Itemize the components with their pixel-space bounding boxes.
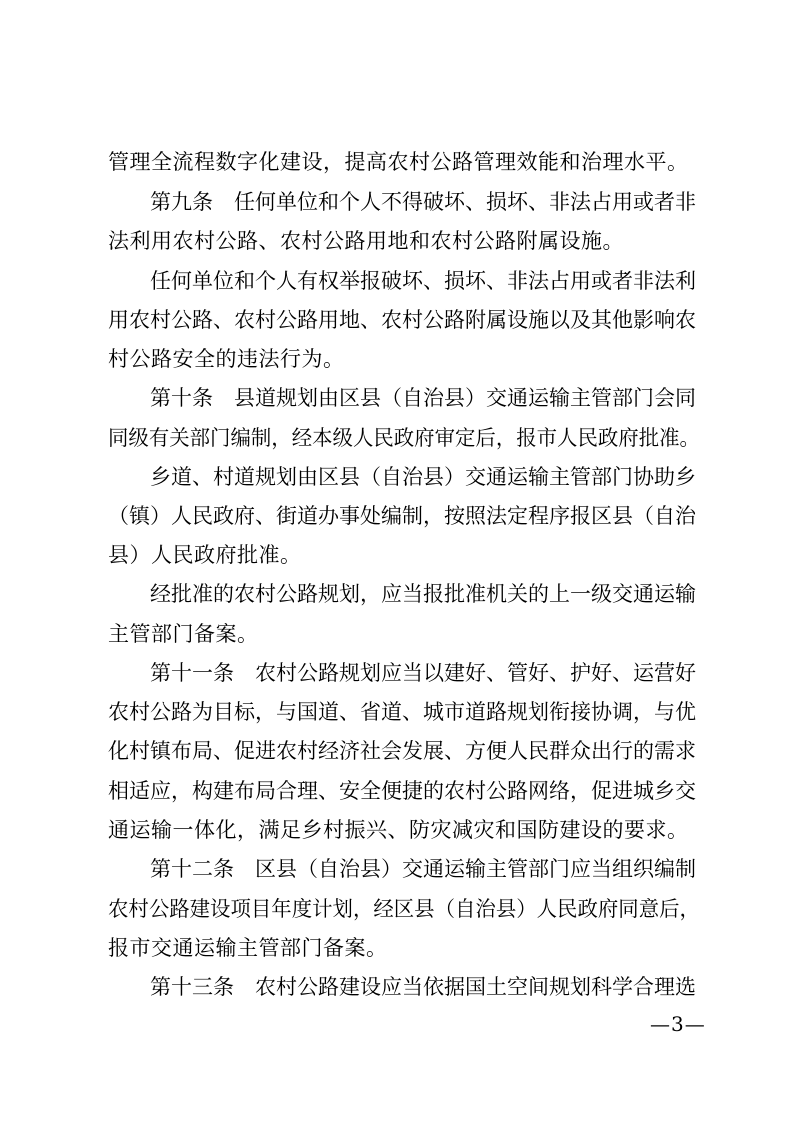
text-line: 同级有关部门编制，经本级人民政府审定后，报市人民政府批准。 bbox=[108, 426, 700, 450]
text-line: 农村公路建设项目年度计划，经区县（自治县）人民政府同意后， bbox=[108, 897, 700, 921]
text-line: 第十一条 农村公路规划应当以建好、管好、护好、运营好 bbox=[150, 661, 696, 685]
page-number: —3— bbox=[650, 1012, 706, 1036]
text-line: 化村镇布局、促进农村经济社会发展、方便人民群众出行的需求 bbox=[108, 739, 696, 763]
text-line: 通运输一体化，满足乡村振兴、防灾减灾和国防建设的要求。 bbox=[108, 818, 689, 842]
text-line: 用农村公路、农村公路用地、农村公路附属设施以及其他影响农 bbox=[108, 308, 696, 332]
text-line: 管理全流程数字化建设，提高农村公路管理效能和治理水平。 bbox=[108, 150, 689, 174]
text-line: 相适应，构建布局合理、安全便捷的农村公路网络，促进城乡交 bbox=[108, 779, 696, 803]
text-line: 法利用农村公路、农村公路用地和农村公路附属设施。 bbox=[108, 229, 624, 253]
text-line: 第九条 任何单位和个人不得破坏、损坏、非法占用或者非 bbox=[150, 190, 696, 214]
text-line: 经批准的农村公路规划，应当报批准机关的上一级交通运输 bbox=[150, 582, 696, 606]
text-line: （镇）人民政府、街道办事处编制，按照法定程序报区县（自治 bbox=[108, 504, 696, 528]
text-line: 第十三条 农村公路建设应当依据国土空间规划科学合理选 bbox=[150, 975, 696, 999]
text-line: 村公路安全的违法行为。 bbox=[108, 347, 345, 371]
text-line: 县）人民政府批准。 bbox=[108, 543, 302, 567]
text-line: 乡道、村道规划由区县（自治县）交通运输主管部门协助乡 bbox=[150, 465, 696, 489]
text-line: 第十条 县道规划由区县（自治县）交通运输主管部门会同 bbox=[150, 386, 696, 410]
text-line: 农村公路为目标，与国道、省道、城市道路规划衔接协调，与优 bbox=[108, 700, 696, 724]
text-line: 第十二条 区县（自治县）交通运输主管部门应当组织编制 bbox=[150, 857, 696, 881]
text-line: 任何单位和个人有权举报破坏、损坏、非法占用或者非法利 bbox=[150, 269, 696, 293]
text-line: 主管部门备案。 bbox=[108, 622, 259, 646]
text-line: 报市交通运输主管部门备案。 bbox=[108, 936, 388, 960]
